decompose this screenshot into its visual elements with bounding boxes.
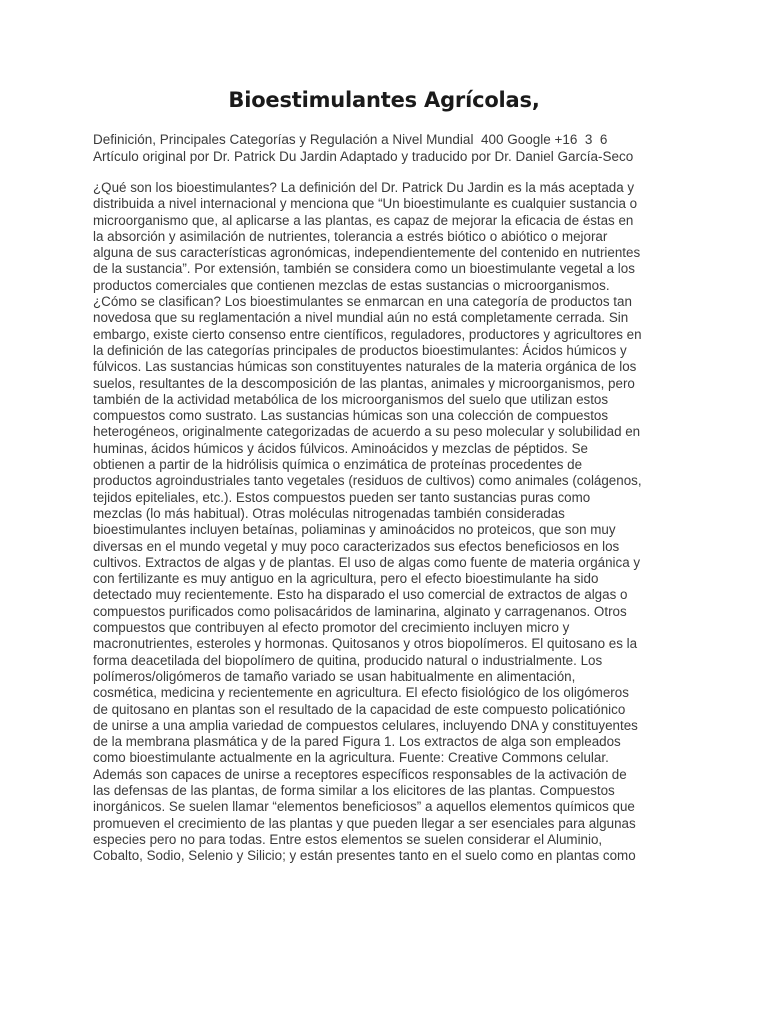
document-title: Bioestimulantes Agrícolas,: [228, 88, 540, 112]
subtitle-line: Definición, Principales Categorías y Regulación a Nivel Mundial 400 Google +16 3 6: [93, 132, 608, 147]
body-line: especies pero no para todas. Entre estos elementos se suelen considerar el Aluminio,: [93, 831, 603, 847]
body-line: fúlvicos. Las sustancias húmicas son constituyentes naturales de la materia orgánica de los: [93, 359, 637, 375]
document-subtitle: [93, 131, 693, 165]
body-line: compuestos purificados como polisacáridos de laminarina, alginato y carragenanos. Otros: [93, 603, 627, 619]
body-line: como bioestimulante actualmente en la agricultura. Fuente: Creative Commons celular.: [93, 750, 609, 766]
document-body: [93, 180, 683, 864]
body-line: alguna de sus características agronómicas, independientemente del contenido en nutrientes: [93, 245, 641, 261]
body-line: suelos, resultantes de la descomposición de las plantas, animales y microorganismos, pero: [93, 375, 635, 391]
body-line: promueven el crecimiento de las plantas y que pueden llegar a ser esenciales para algunas: [93, 815, 636, 831]
body-line: polímeros/oligómeros de tamaño variado se usan habitualmente en alimentación,: [93, 668, 576, 684]
body-line: ¿Qué son los bioestimulantes? La definición del Dr. Patrick Du Jardin es la más aceptada y: [93, 180, 635, 195]
body-line: compuestos como sustrato. Las sustancias húmicas son una colección de compuestos: [93, 408, 609, 424]
body-line: embargo, existe cierto consenso entre científicos, reguladores, productores y agricultores en: [93, 326, 642, 342]
body-line: cultivos. Extractos de algas y de plantas. El uso de algas como fuente de materia orgánica y: [93, 554, 641, 570]
body-line: Además son capaces de unirse a receptores específicos responsables de la activación de: [93, 766, 627, 782]
body-line: con fertilizante es muy antiguo en la agricultura, pero el efecto bioestimulante ha sido: [93, 571, 599, 587]
body-line: de la membrana plasmática y de la pared Figura 1. Los extractos de alga son empleados: [93, 734, 621, 750]
body-line: las defensas de las plantas, de forma similar a los elicitores de las plantas. Compuestos: [93, 782, 615, 798]
body-line: de quitosano en plantas son el resultado de la capacidad de este compuesto policatiónico: [93, 701, 626, 717]
body-line: cosmética, medicina y recientemente en agricultura. El efecto fisiológico de los oligómeros: [93, 685, 629, 701]
body-line: bioestimulantes incluyen betaínas, poliaminas y aminoácidos no proteicos, que son muy: [93, 522, 616, 538]
body-line: heterogéneos, originalmente categorizadas de acuerdo a su peso molecular y solubilidad en: [93, 424, 641, 440]
body-line: compuestos que contribuyen al efecto promotor del crecimiento incluyen micro y: [93, 620, 570, 636]
body-line: tejidos epiteliales, etc.). Estos compuestos pueden ser tanto sustancias puras como: [93, 489, 591, 505]
body-line: detectado muy recientemente. Esto ha disparado el uso comercial de extractos de algas o: [93, 587, 628, 603]
body-line: productos agroindustriales tanto vegetales (residuos de cultivos) como animales (colágenos,: [93, 473, 642, 489]
body-line: Cobalto, Sodio, Selenio y Silicio; y están presentes tanto en el suelo como en plantas como: [93, 848, 636, 864]
body-line: forma deacetilada del biopolímero de quitina, producido natural o industrialmente. Los: [93, 652, 603, 668]
body-line: también de la actividad metabólica de los microorganismos del suelo que utilizan estos: [93, 391, 609, 407]
body-line: inorgánicos. Se suelen llamar “elementos beneficiosos” a aquellos elementos químicos que: [93, 799, 635, 815]
body-line: de unirse a una amplia variedad de compuestos celulares, incluyendo DNA y constituyentes: [93, 717, 638, 733]
body-line: obtienen a partir de la hidrólisis química o enzimática de proteínas procedentes de: [93, 457, 583, 473]
body-line: diversas en el mundo vegetal y muy poco caracterizados sus efectos beneficiosos en los: [93, 538, 620, 554]
body-line: productos comerciales que contienen mezclas de estas sustancias o microorganismos.: [93, 277, 610, 293]
body-line: macronutrientes, esteroles y hormonas. Quitosanos y otros biopolímeros. El quitosano es la: [93, 636, 638, 652]
subtitle-line: Artículo original por Dr. Patrick Du Jardin Adaptado y traducido por Dr. Daniel García-Seco: [93, 149, 634, 164]
body-line: microorganismo que, al aplicarse a las plantas, es capaz de mejorar la eficacia de éstas en: [93, 212, 634, 228]
body-line: la definición de las categorías principales de productos bioestimulantes: Ácidos húmicos y: [93, 342, 627, 358]
body-line: novedosa que su reglamentación a nivel mundial aún no está completamente cerrada. Sin: [93, 310, 629, 326]
body-line: de la sustancia”. Por extensión, también se considera como un bioestimulante vegetal a los: [93, 261, 635, 277]
body-line: huminas, ácidos húmicos y ácidos fúlvicos. Aminoácidos y mezclas de péptidos. Se: [93, 440, 588, 456]
body-line: ¿Cómo se clasifican? Los bioestimulantes se enmarcan en una categoría de productos tan: [93, 294, 632, 310]
body-line: la absorción y asimilación de nutrientes, tolerancia a estrés biótico o abiótico o mejorar: [93, 228, 608, 244]
body-line: mezclas (lo más habitual). Otras moléculas nitrogenadas también consideradas: [93, 505, 565, 521]
body-line: distribuida a nivel internacional y menciona que “Un bioestimulante es cualquier sustancia o: [93, 196, 638, 212]
